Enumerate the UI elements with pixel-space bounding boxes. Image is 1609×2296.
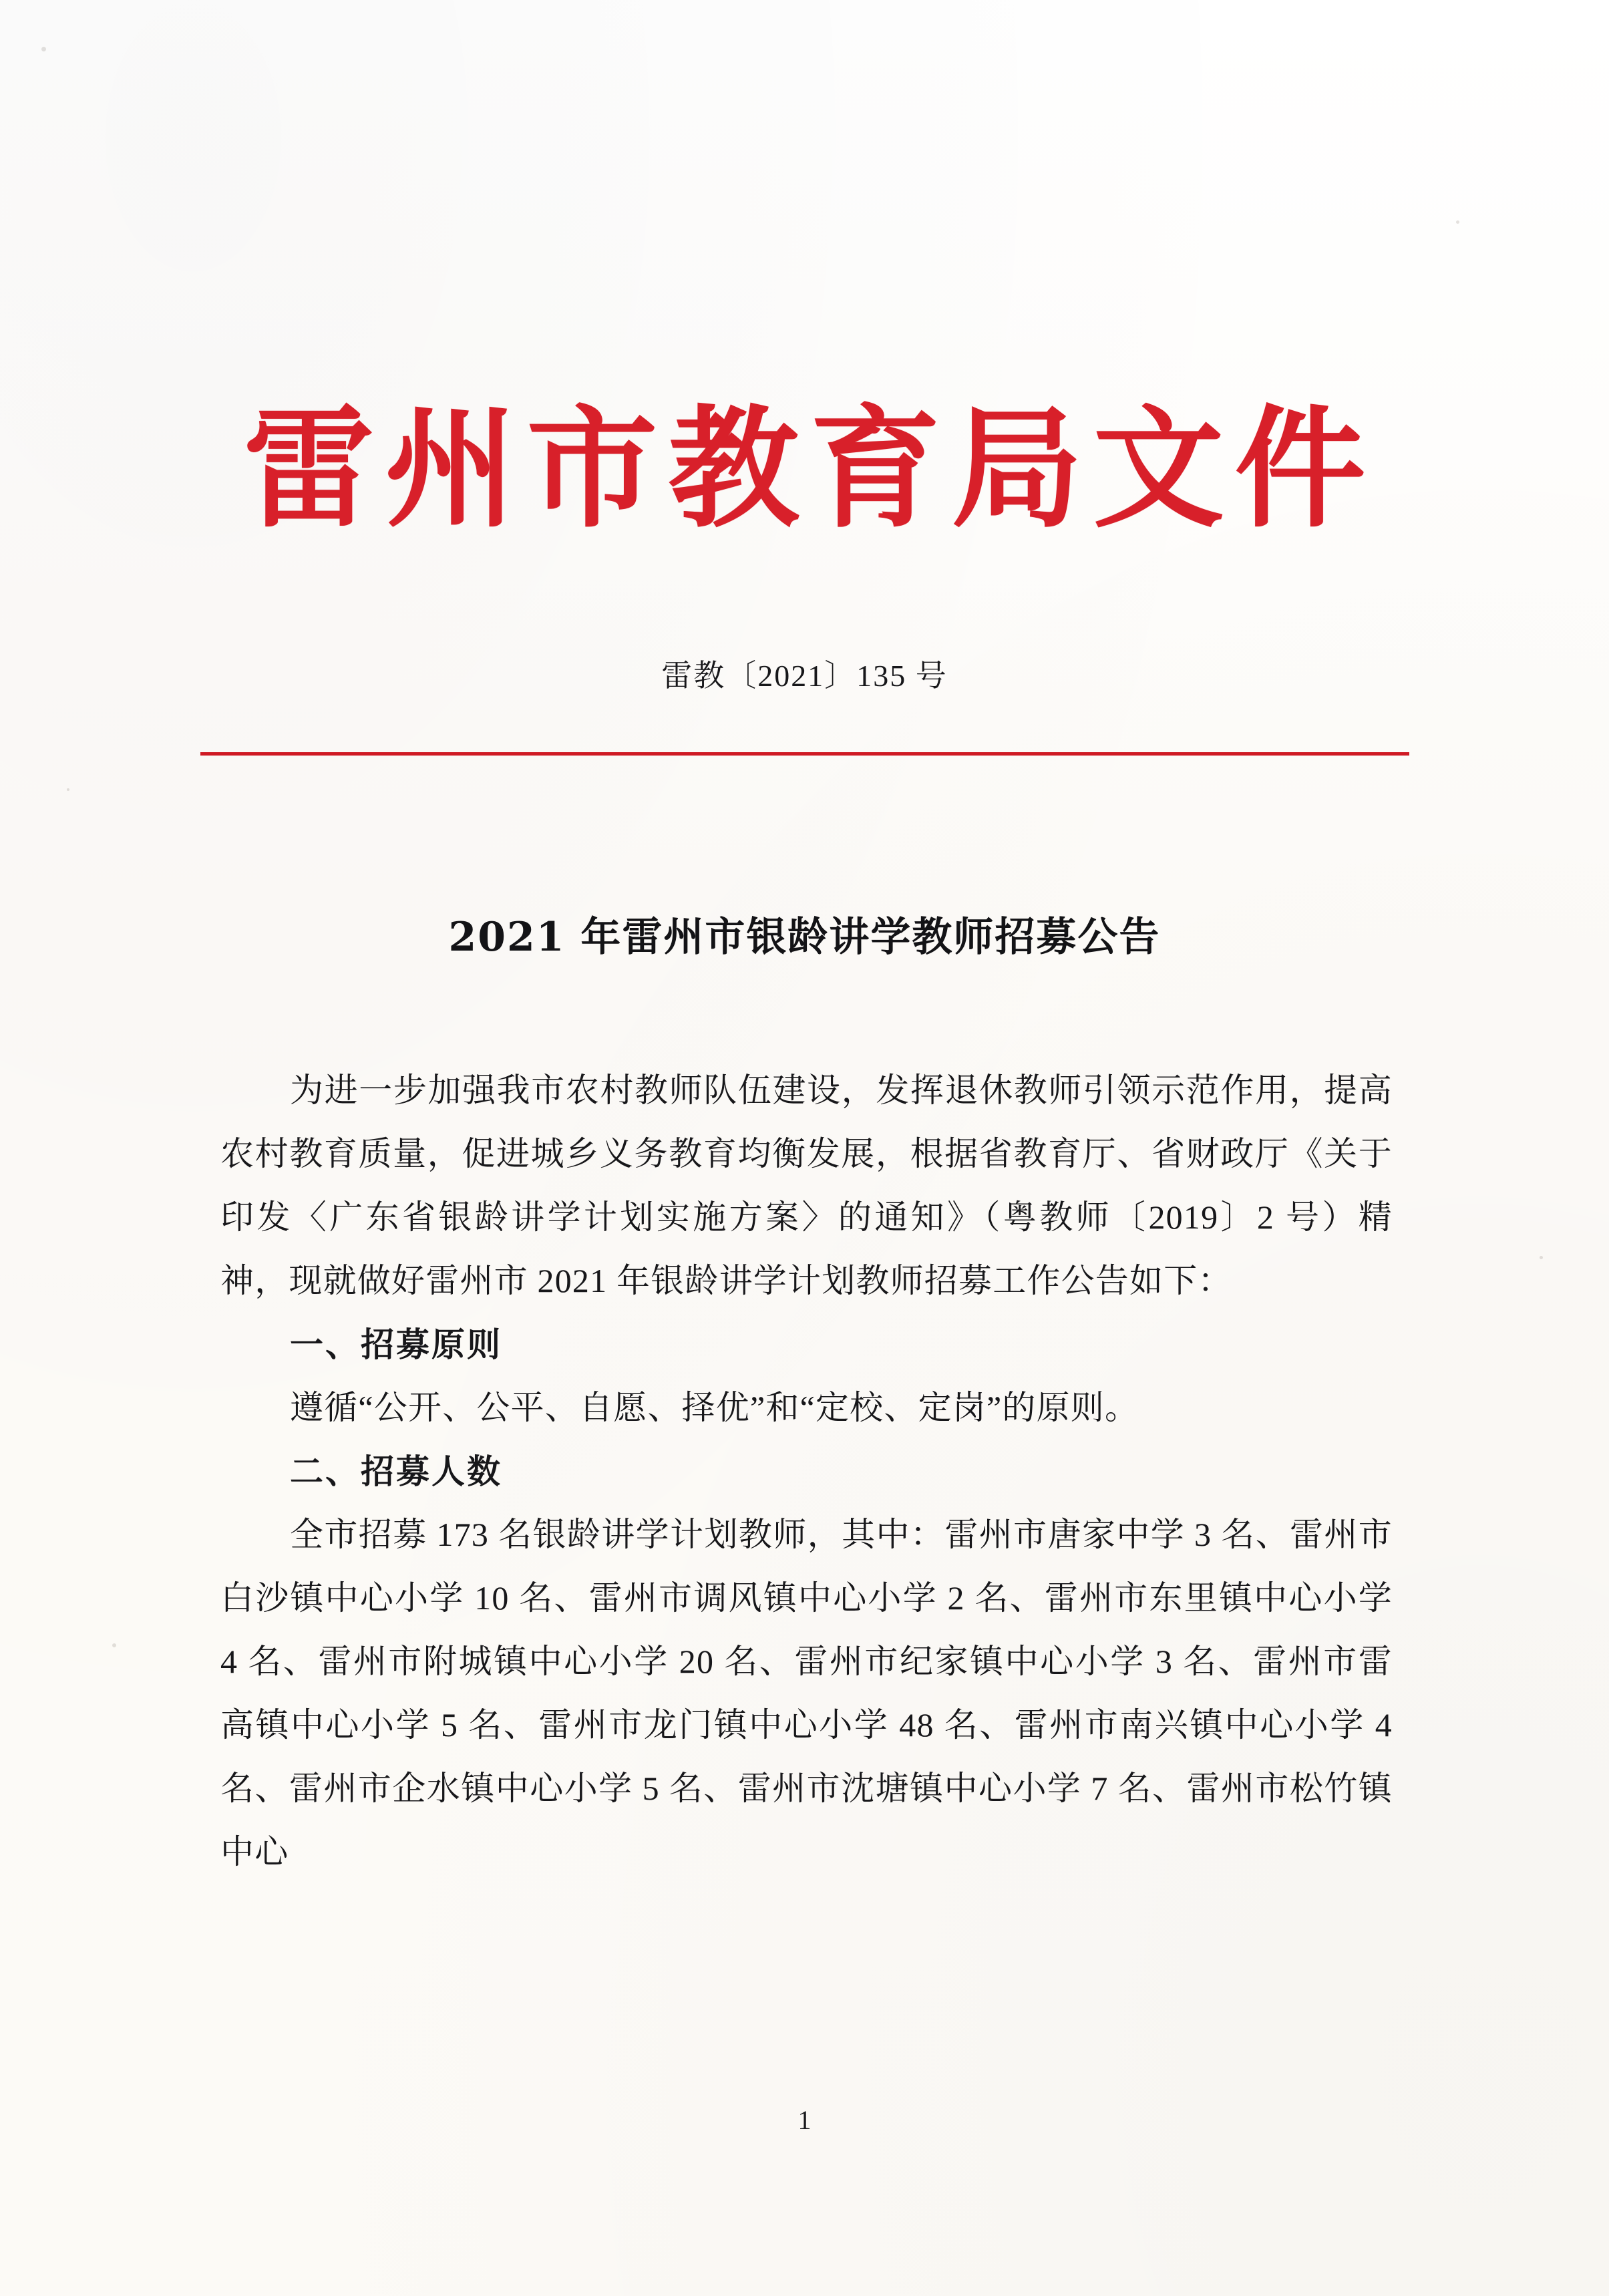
page-number: 1 (797, 2105, 812, 2135)
document-body (220, 1059, 1393, 1884)
body-paragraph: 遵循“公开、公平、自愿、择优”和“定校、定岗”的原则。 (290, 1389, 1139, 1426)
masthead-title: 雷州市教育局文件 (243, 392, 1377, 546)
body-paragraph: 全市招募 173 名银龄讲学计划教师，其中：雷州市唐家中学 3 名、雷州市白沙镇中心小学 10 名、雷州市调风镇中心小学 2 名、雷州市东里镇中心小学 4 名、雷州市附城镇中心小学 20 名、雷州市纪家镇中心小学 3 名、雷州市雷高镇中心小学 5 名、雷州市龙门镇中心小学 48 名、雷州市南兴镇中心小学 4 名、雷州市企水镇中心小学 5 名、雷州市沈塘镇中心小学 7 名、雷州市松竹镇中心 (220, 1516, 1393, 1870)
scan-speckle (67, 788, 69, 791)
scan-speckle (1540, 1256, 1543, 1259)
document-number: 雷教〔2021〕135 号 (661, 659, 948, 693)
red-divider-rule (200, 752, 1409, 756)
section-heading-recruitment-quota: 二、招募人数 (290, 1452, 502, 1491)
scan-speckle (1456, 220, 1459, 224)
section-heading-recruitment-principles: 一、招募原则 (290, 1325, 502, 1364)
body-paragraph: 为进一步加强我市农村教师队伍建设，发挥退休教师引领示范作用，提高农村教育质量，促进城乡义务教育均衡发展，根据省教育厅、省财政厅《关于印发〈广东省银龄讲学计划实施方案〉的通知》（粤教师〔2019〕2 号）精神，现就做好雷州市 2021 年银龄讲学计划教师招募工作公告如下： (220, 1072, 1393, 1299)
masthead (0, 392, 1609, 546)
scan-speckle (41, 47, 46, 51)
scan-speckle (112, 1643, 116, 1647)
page-title: 2021 年雷州市银龄讲学教师招募公告 (448, 914, 1161, 961)
